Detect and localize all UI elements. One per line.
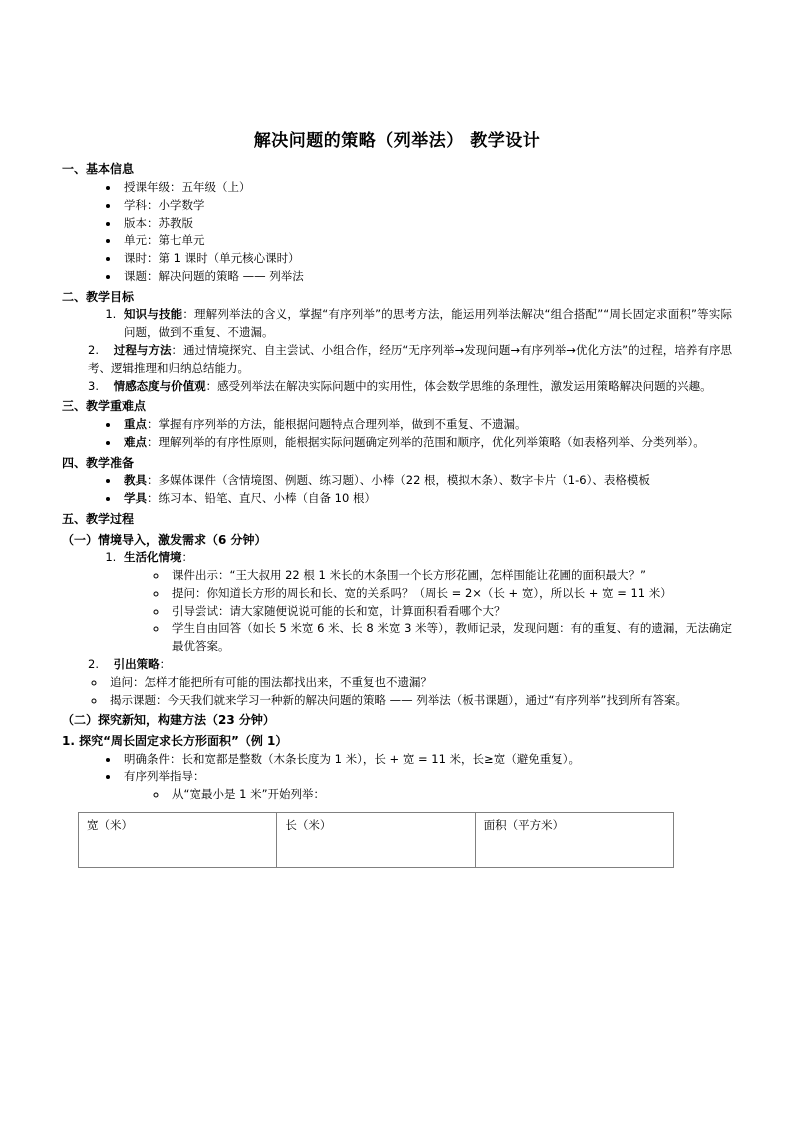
list-item xyxy=(120,768,732,804)
process-part1-heading: （一）情境导入，激发需求（6 分钟） xyxy=(62,532,267,547)
list-item xyxy=(120,306,732,342)
list-item: ◦ 从“宽最小是 1 米”开始列举： xyxy=(168,786,732,804)
key-point-label: 难点 xyxy=(124,434,147,449)
process-part2-sublist xyxy=(124,786,732,804)
preparation-text: ：练习本、铅笔、直尺、小棒（自备 10 根） xyxy=(147,491,376,506)
key-points-list xyxy=(62,416,732,452)
objective-number: 2. xyxy=(88,343,99,358)
page-title: 解决问题的策略（列举法） 教学设计 xyxy=(253,131,541,151)
process-item-2 xyxy=(62,656,732,674)
key-point-text: ：掌握有序列举的方法，能根据问题特点合理列举，做到不重复、不遗漏。 xyxy=(147,417,527,432)
list-item: ◦ 学生自由回答（如长 5 米宽 6 米、长 8 米宽 3 米等），教师记录，发现问题：有的重复、有的遗漏，无法确定最优答案。 xyxy=(168,620,732,656)
list-item: ◦ 揭示课题：今天我们就来学习一种新的解决问题的策略 —— 列举法（板书课题），通过“有序列举”找到所有答案。 xyxy=(106,692,732,710)
objective-item-2 xyxy=(62,342,732,378)
list-item: ◦ 引导尝试：请大家随便说说可能的长和宽，计算面积看看哪个大？ xyxy=(168,603,732,621)
key-point-text: ：理解列举的有序性原则，能根据实际问题确定列举的范围和顺序，优化列举策略（如表格列举、分类列举）。 xyxy=(147,434,705,449)
objective-text: ：感受列举法在解决实际问题中的实用性，体会数学思维的条理性，激发运用策略解决问题的兴趣。 xyxy=(205,378,712,393)
section-heading-preparation: 四、教学准备 xyxy=(62,455,135,470)
list-item: • 课时：第 1 课时（单元核心课时） xyxy=(120,250,732,268)
list-item: • 单元：第七单元 xyxy=(120,232,732,250)
key-point-label: 重点 xyxy=(124,417,147,432)
list-item: ◦ 课件出示：“王大叔用 22 根 1 米长的木条围一个长方形花圃，怎样围能让花圃的面积最大？” xyxy=(168,567,732,585)
list-item xyxy=(120,472,732,490)
objective-text: ：通过情境探究、自主尝试、小组合作，经历“无序列举→发现问题→有序列举→优化方法”的过程，培养有序思考、逻辑推理和归纳总结能力。 xyxy=(88,343,733,375)
preparation-label: 学具 xyxy=(124,491,147,506)
process-part2-list xyxy=(62,751,732,804)
objective-text: ：理解列举法的含义，掌握“有序列举”的思考方法，能运用列举法解决“组合搭配”“周长固定求面积”等实际问题，做到不重复、不遗漏。 xyxy=(124,307,732,340)
process-part2-heading: （二）探究新知，构建方法（23 分钟） xyxy=(62,713,275,728)
objective-label: 情感态度与价值观 xyxy=(113,378,206,393)
basic-info-list xyxy=(62,179,732,286)
preparation-text: ：多媒体课件（含情境图、例题、练习题）、小棒（22 根，模拟木条）、数字卡片（1-6）、表格模板 xyxy=(147,473,650,488)
objective-item-3 xyxy=(62,378,732,396)
list-item xyxy=(120,549,732,656)
list-item xyxy=(120,416,732,434)
process-item-suffix: ： xyxy=(159,656,172,671)
section-heading-objectives: 二、教学目标 xyxy=(62,289,135,304)
section-heading-key-points: 三、教学重难点 xyxy=(62,399,147,414)
process-item-label: 引出策略 xyxy=(113,656,160,671)
list-item-label: 有序列举指导： xyxy=(124,769,205,784)
objective-label: 过程与方法 xyxy=(113,343,172,358)
list-item: • 学科：小学数学 xyxy=(120,197,732,215)
preparation-label: 教具 xyxy=(124,473,147,488)
list-item xyxy=(120,490,732,508)
objective-number: 3. xyxy=(88,378,99,393)
table-header-cell-length: 长（米） xyxy=(277,813,475,868)
list-item xyxy=(120,434,732,452)
process-item-number: 2. xyxy=(88,656,99,671)
listing-table xyxy=(78,812,674,868)
process-part2-subheading: 1. 探究“周长固定求长方形面积”（例 1） xyxy=(62,734,288,748)
section-heading-basic-info: 一、基本信息 xyxy=(62,162,135,177)
process-part1-list xyxy=(62,549,732,656)
list-item: • 课题：解决问题的策略 —— 列举法 xyxy=(120,268,732,286)
list-item: ◦ 追问：怎样才能把所有可能的围法都找出来，不重复也不遗漏？ xyxy=(106,674,732,692)
process-item1-sublist xyxy=(124,567,732,656)
process-item-suffix: ： xyxy=(181,550,193,565)
process-item2-sublist xyxy=(62,674,732,710)
list-item: ◦ 提问：你知道长方形的周长和长、宽的关系吗？（周长 = 2×（长 + 宽），所以长 + 宽 = 11 米） xyxy=(168,585,732,603)
objectives-list xyxy=(62,306,732,342)
objective-label: 知识与技能 xyxy=(124,307,183,322)
table-header-cell-width: 宽（米） xyxy=(79,813,277,868)
list-item: • 授课年级：五年级（上） xyxy=(120,179,732,197)
list-item: • 明确条件：长和宽都是整数（木条长度为 1 米），长 + 宽 = 11 米，长≥宽（避免重复）。 xyxy=(120,751,732,769)
preparation-list xyxy=(62,472,732,508)
table-row xyxy=(79,813,674,868)
table-header-cell-area: 面积（平方米） xyxy=(475,813,673,868)
section-heading-process: 五、教学过程 xyxy=(62,511,135,526)
list-item: • 版本：苏教版 xyxy=(120,215,732,233)
process-item-label: 生活化情境 xyxy=(124,550,182,565)
